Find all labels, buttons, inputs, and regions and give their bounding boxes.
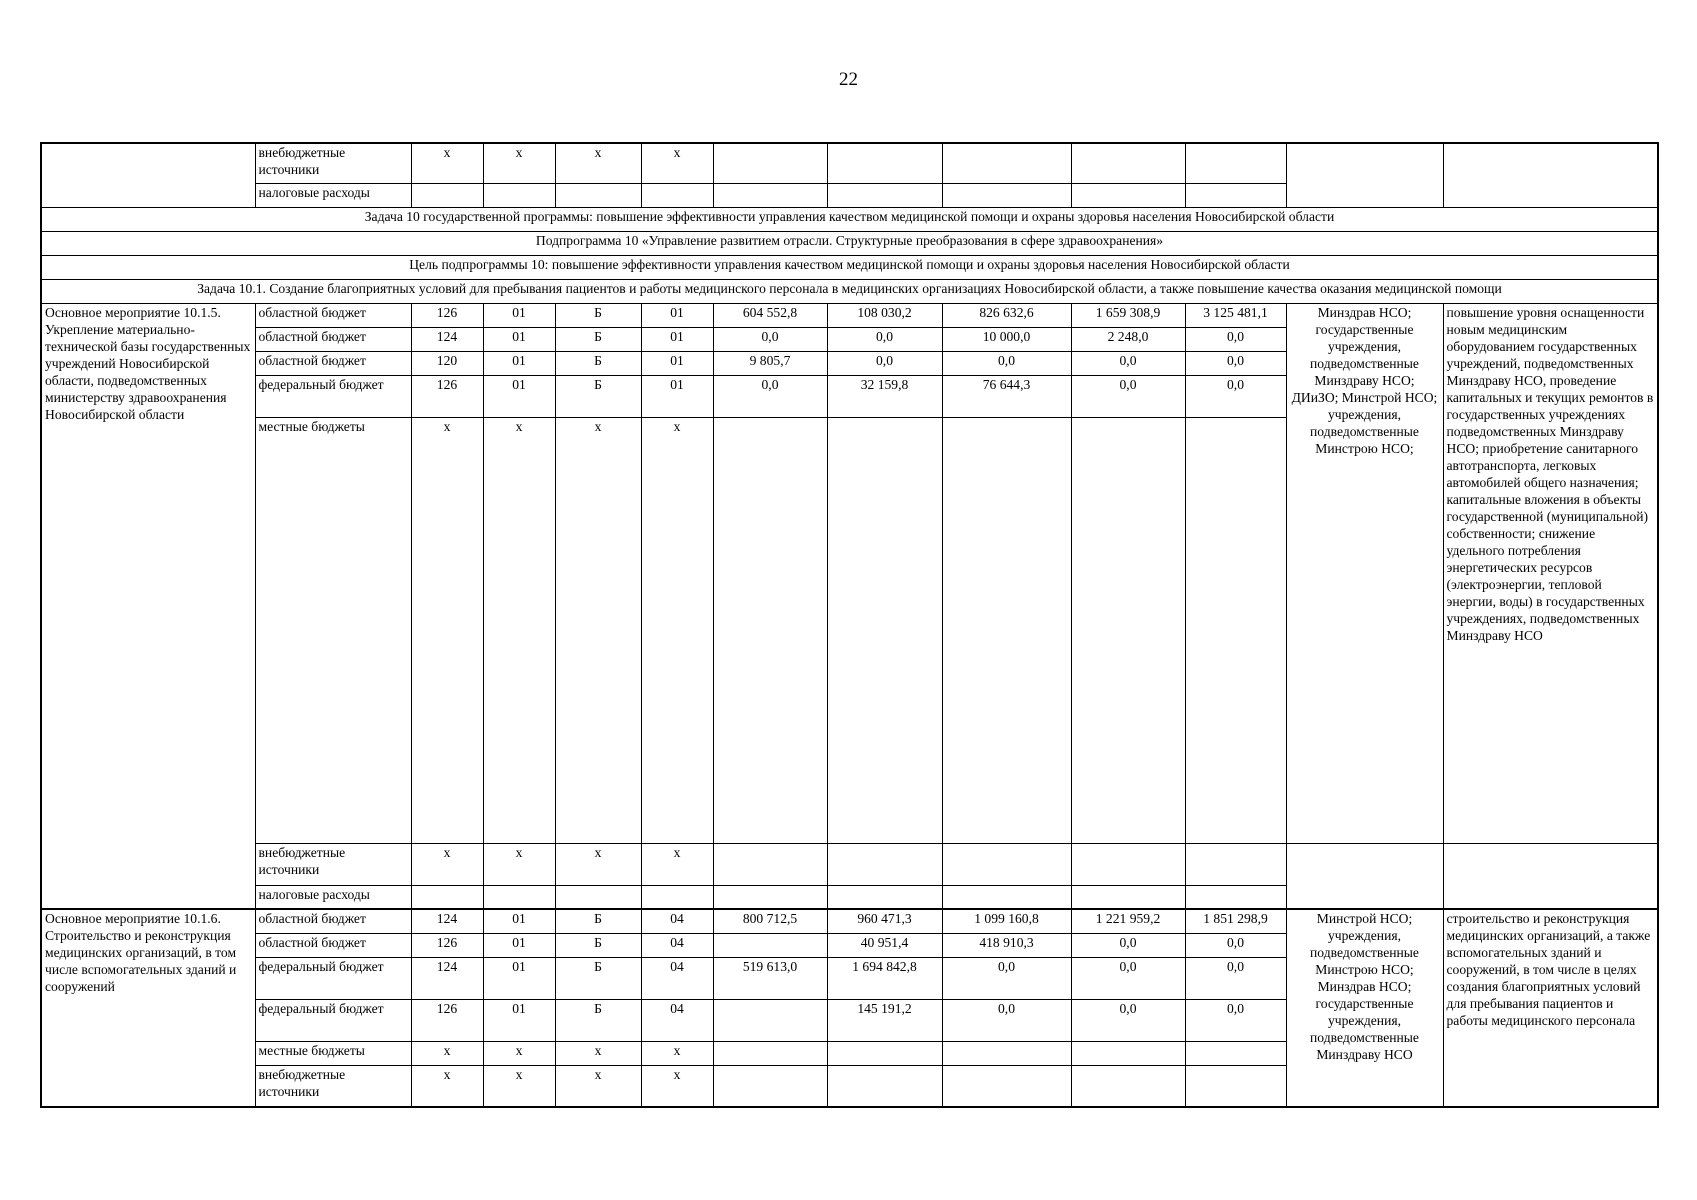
executor-cell [1286,843,1443,909]
budget-code: 126 [411,375,483,417]
result-cell: повышение уровня оснащенности новым медицинским оборудованием государственных учреждений, подведомственных Минздраву НСО, проведение капитальных и текущих ремонтов в государственных учреждениях подведомственных Минздраву НСО; приобретение санитарного автотранспорта, легковых автомобилей общего назначения; капитальные вложения в объекты государственной (муниципальной) собственности; снижение удельного потребления энергетических ресурсов (электроэнергии, тепловой энергии, воды) в государственных учреждениях, подведомственных Минздраву НСО [1443,303,1658,843]
amount-cell [827,843,942,885]
executor-cell [1286,143,1443,207]
amount-cell [1071,843,1185,885]
amount-cell [827,183,942,207]
amount-cell [713,183,827,207]
budget-code: 124 [411,909,483,933]
funding-source: областной бюджет [255,909,411,933]
budget-code [483,183,555,207]
budget-code [411,885,483,909]
budget-code: х [555,843,641,885]
budget-code: 126 [411,933,483,957]
amount-cell [827,1041,942,1065]
amount-cell: 826 632,6 [942,303,1071,327]
table-row [41,143,1658,183]
funding-source: федеральный бюджет [255,999,411,1041]
budget-code: х [411,143,483,183]
amount-cell: 0,0 [942,957,1071,999]
amount-cell [713,1041,827,1065]
budget-code: х [411,1065,483,1107]
program-table-body [41,143,1658,1107]
amount-cell [713,1065,827,1107]
amount-cell: 1 221 959,2 [1071,909,1185,933]
funding-source: налоговые расходы [255,885,411,909]
budget-code: 04 [641,933,713,957]
funding-source: областной бюджет [255,303,411,327]
budget-code: х [411,843,483,885]
budget-code [555,183,641,207]
amount-cell [713,417,827,843]
amount-cell: 1 694 842,8 [827,957,942,999]
budget-code: Б [555,375,641,417]
result-cell [1443,143,1658,207]
budget-code: 126 [411,303,483,327]
amount-cell [713,885,827,909]
budget-code: 01 [483,957,555,999]
budget-code: 01 [641,375,713,417]
budget-code: 01 [483,327,555,351]
budget-code: х [411,1041,483,1065]
amount-cell [1185,143,1286,183]
amount-cell: 3 125 481,1 [1185,303,1286,327]
amount-cell: 9 805,7 [713,351,827,375]
budget-code: 01 [483,375,555,417]
budget-code: х [641,1041,713,1065]
budget-code: 04 [641,957,713,999]
funding-source: внебюджетные источники [255,1065,411,1107]
amount-cell: 0,0 [1185,375,1286,417]
funding-source: местные бюджеты [255,1041,411,1065]
budget-code: х [641,417,713,843]
amount-cell [942,183,1071,207]
amount-cell: 108 030,2 [827,303,942,327]
activity-name: Основное мероприятие 10.1.6. Строительство и реконструкция медицинских организаций, в том числе вспомогательных зданий и сооружений [41,909,255,1107]
funding-source: местные бюджеты [255,417,411,843]
amount-cell [713,933,827,957]
budget-code: х [641,843,713,885]
budget-code: х [555,143,641,183]
budget-code: Б [555,957,641,999]
amount-cell: 418 910,3 [942,933,1071,957]
heading-row [41,279,1658,303]
budget-code: х [555,1065,641,1107]
budget-code: 01 [641,327,713,351]
amount-cell [1071,143,1185,183]
budget-code: 120 [411,351,483,375]
amount-cell [1071,183,1185,207]
budget-code: Б [555,933,641,957]
funding-source: налоговые расходы [255,183,411,207]
amount-cell [942,143,1071,183]
table-row [41,843,1658,885]
budget-code: 04 [641,999,713,1041]
amount-cell [1185,885,1286,909]
budget-code: х [641,143,713,183]
result-cell [1443,843,1658,909]
amount-cell: 40 951,4 [827,933,942,957]
amount-cell: 1 851 298,9 [1185,909,1286,933]
funding-source: федеральный бюджет [255,957,411,999]
heading-row [41,231,1658,255]
budget-code: х [555,1041,641,1065]
page-number: 22 [839,69,858,90]
amount-cell: 604 552,8 [713,303,827,327]
amount-cell [1185,1041,1286,1065]
amount-cell [827,417,942,843]
heading-row [41,255,1658,279]
amount-cell: 1 099 160,8 [942,909,1071,933]
subtask-heading: Задача 10.1. Создание благоприятных условий для пребывания пациентов и работы медицинского персонала в медицинских организациях Новосибирской области, а также повышение качества оказания медицинской помощи [41,279,1658,303]
budget-code: 01 [641,303,713,327]
amount-cell: 2 248,0 [1071,327,1185,351]
amount-cell: 0,0 [827,351,942,375]
amount-cell: 0,0 [1185,957,1286,999]
task-heading: Задача 10 государственной программы: повышение эффективности управления качеством медицинской помощи и охраны здоровья населения Новосибирской области [41,207,1658,231]
amount-cell: 960 471,3 [827,909,942,933]
budget-code [411,183,483,207]
program-table [40,142,1659,1108]
budget-code: х [411,417,483,843]
budget-code [483,885,555,909]
amount-cell [1185,843,1286,885]
table-row [41,909,1658,933]
goal-heading: Цель подпрограммы 10: повышение эффективности управления качеством медицинской помощи и охраны здоровья населения Новосибирской области [41,255,1658,279]
amount-cell: 0,0 [827,327,942,351]
budget-code: 126 [411,999,483,1041]
amount-cell [1185,417,1286,843]
amount-cell: 800 712,5 [713,909,827,933]
funding-source: областной бюджет [255,327,411,351]
budget-code: 04 [641,909,713,933]
amount-cell [1071,1041,1185,1065]
budget-code: 01 [483,303,555,327]
budget-code: 01 [483,909,555,933]
amount-cell [713,999,827,1041]
subprogram-heading: Подпрограмма 10 «Управление развитием отрасли. Структурные преобразования в сфере здравоохранения» [41,231,1658,255]
amount-cell [942,1041,1071,1065]
amount-cell: 519 613,0 [713,957,827,999]
amount-cell [713,143,827,183]
funding-source: областной бюджет [255,351,411,375]
budget-code: х [483,143,555,183]
budget-code: 01 [641,351,713,375]
amount-cell [1071,1065,1185,1107]
budget-code [555,885,641,909]
funding-source: внебюджетные источники [255,143,411,183]
amount-cell [827,885,942,909]
budget-code: Б [555,351,641,375]
budget-code [641,885,713,909]
amount-cell: 76 644,3 [942,375,1071,417]
budget-code: х [483,1065,555,1107]
amount-cell: 1 659 308,9 [1071,303,1185,327]
amount-cell: 0,0 [1071,957,1185,999]
amount-cell [942,843,1071,885]
amount-cell: 0,0 [1185,327,1286,351]
budget-code: 124 [411,957,483,999]
amount-cell: 0,0 [713,375,827,417]
amount-cell: 0,0 [1071,933,1185,957]
amount-cell: 0,0 [1185,933,1286,957]
amount-cell: 0,0 [942,351,1071,375]
amount-cell [942,1065,1071,1107]
funding-source: областной бюджет [255,933,411,957]
amount-cell: 145 191,2 [827,999,942,1041]
amount-cell: 0,0 [1071,351,1185,375]
heading-row [41,207,1658,231]
amount-cell: 10 000,0 [942,327,1071,351]
budget-code: х [555,417,641,843]
amount-cell [827,143,942,183]
amount-cell: 0,0 [942,999,1071,1041]
budget-code: х [483,843,555,885]
amount-cell [1185,1065,1286,1107]
executor-cell: Минстрой НСО; учреждения, подведомственные Минстрою НСО; Минздрав НСО; государственные учреждения, подведомственные Минздраву НСО [1286,909,1443,1107]
budget-code: 124 [411,327,483,351]
executor-cell: Минздрав НСО; государственные учреждения, подведомственные Минздраву НСО; ДИиЗО; Минстрой НСО; учреждения, подведомственные Минстрою НСО; [1286,303,1443,843]
amount-cell: 0,0 [1071,375,1185,417]
amount-cell [1185,183,1286,207]
budget-code: Б [555,999,641,1041]
activity-name [41,143,255,207]
funding-source: внебюджетные источники [255,843,411,885]
amount-cell: 0,0 [1185,999,1286,1041]
table-row [41,303,1658,327]
amount-cell [1071,885,1185,909]
amount-cell [1071,417,1185,843]
budget-code: 01 [483,351,555,375]
amount-cell [942,885,1071,909]
budget-code: х [483,417,555,843]
amount-cell [713,843,827,885]
amount-cell [827,1065,942,1107]
budget-code [641,183,713,207]
budget-code: Б [555,909,641,933]
amount-cell: 0,0 [1185,351,1286,375]
budget-code: Б [555,303,641,327]
amount-cell: 32 159,8 [827,375,942,417]
amount-cell [942,417,1071,843]
budget-code: х [483,1041,555,1065]
budget-code: Б [555,327,641,351]
activity-name: Основное мероприятие 10.1.5. Укрепление материально-технической базы государственных учреждений Новосибирской области, подведомственных министерству здравоохранения Новосибирской области [41,303,255,909]
amount-cell: 0,0 [1071,999,1185,1041]
amount-cell: 0,0 [713,327,827,351]
funding-source: федеральный бюджет [255,375,411,417]
result-cell: строительство и реконструкция медицинских организаций, а также вспомогательных зданий и сооружений, в том числе в целях создания благоприятных условий для пребывания пациентов и работы медицинского персонала [1443,909,1658,1107]
budget-code: х [641,1065,713,1107]
budget-code: 01 [483,999,555,1041]
budget-code: 01 [483,933,555,957]
